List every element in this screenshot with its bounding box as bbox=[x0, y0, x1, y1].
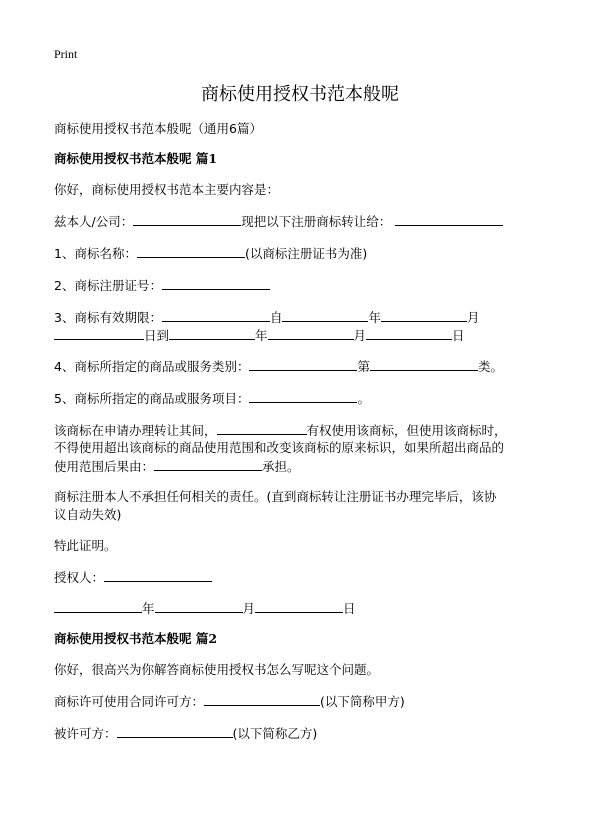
trademark-name-note: (以商标注册证书为准) bbox=[244, 246, 368, 261]
transfer-label: 现把以下注册商标转让给： bbox=[241, 214, 392, 229]
year-label: 年 bbox=[368, 310, 381, 325]
goods-items-line bbox=[54, 389, 370, 408]
licensor-line bbox=[54, 692, 405, 711]
blank-field bbox=[133, 212, 241, 226]
licensee-note: (以下简称乙方) bbox=[232, 726, 318, 741]
paragraph-text: 使用范围后果由： bbox=[54, 459, 155, 474]
grantor-label: 授权人： bbox=[54, 570, 105, 585]
paragraph-1-line-1 bbox=[54, 421, 507, 440]
licensee-line bbox=[54, 724, 317, 743]
blank-field bbox=[249, 357, 357, 371]
grantor-line bbox=[54, 568, 212, 587]
goods-items-label: 5、商标所指定的商品或服务项目： bbox=[54, 391, 250, 406]
trademark-name-line bbox=[54, 244, 367, 263]
print-label[interactable]: Print bbox=[54, 47, 78, 61]
blank-field bbox=[154, 457, 262, 471]
paragraph-text: 该商标在申请办理转让其间， bbox=[54, 423, 217, 438]
class-label: 类。 bbox=[477, 359, 503, 374]
validity-label: 3、商标有效期限： bbox=[54, 310, 162, 325]
party-label: 兹本人/公司： bbox=[54, 214, 134, 229]
licensee-label: 被许可方： bbox=[54, 726, 117, 741]
licensor-label: 商标许可使用合同许可方： bbox=[54, 694, 205, 709]
blank-field bbox=[117, 724, 233, 738]
registration-number-line bbox=[54, 276, 270, 295]
paragraph-2-line-2: 议自动失效) bbox=[54, 507, 122, 522]
blank-field bbox=[162, 276, 270, 290]
section1-greeting: 你好，商标使用授权书范本主要内容是： bbox=[54, 182, 280, 197]
paragraph-2-line-1: 商标注册本人不承担任何相关的责任。(直到商标转让注册证书办理完毕后，该协 bbox=[54, 489, 497, 504]
month-label: 月 bbox=[242, 601, 256, 616]
blank-field bbox=[282, 308, 368, 322]
goods-class-label: 4、商标所指定的商品或服务类别： bbox=[54, 359, 250, 374]
section2-heading: 商标使用授权书范本般呢 篇2 bbox=[54, 631, 218, 646]
blank-field bbox=[395, 212, 503, 226]
from-label: 自 bbox=[269, 310, 283, 325]
blank-field bbox=[381, 308, 467, 322]
date-line bbox=[54, 599, 356, 618]
year-label: 年 bbox=[142, 601, 155, 616]
validity-line-2 bbox=[54, 326, 465, 345]
blank-field bbox=[255, 599, 343, 613]
trademark-name-label: 1、商标名称： bbox=[54, 246, 137, 261]
blank-field bbox=[104, 568, 212, 582]
blank-field bbox=[249, 389, 357, 403]
registration-number-label: 2、商标注册证号： bbox=[54, 278, 162, 293]
section2-greeting: 你好，很高兴为你解答商标使用授权书怎么写呢这个问题。 bbox=[54, 662, 380, 677]
intro-line: 商标使用授权书范本般呢（通用6篇） bbox=[54, 121, 262, 136]
blank-field bbox=[268, 326, 354, 340]
party-line bbox=[54, 212, 503, 231]
blank-field bbox=[169, 326, 255, 340]
paragraph-1-line-2: 不得使用超出该商标的商品使用范围和改变该商标的原来标识，如果所超出商品的 bbox=[54, 440, 505, 455]
blank-field bbox=[155, 599, 243, 613]
page-title: 商标使用授权书范本般呢 bbox=[201, 84, 399, 105]
period-mark: 。 bbox=[357, 391, 370, 406]
blank-field bbox=[137, 244, 245, 258]
paragraph-text: 有权使用该商标，但使用该商标时， bbox=[306, 423, 507, 438]
blank-field bbox=[217, 421, 307, 435]
blank-field bbox=[54, 599, 142, 613]
certify-text: 特此证明。 bbox=[54, 538, 117, 553]
blank-field bbox=[370, 357, 478, 371]
blank-field bbox=[366, 326, 452, 340]
goods-class-line bbox=[54, 357, 503, 376]
paragraph-text: 承担。 bbox=[262, 459, 300, 474]
blank-field bbox=[204, 692, 320, 706]
validity-line bbox=[54, 308, 480, 327]
year-label: 年 bbox=[255, 328, 268, 343]
day-label: 日 bbox=[452, 328, 465, 343]
paragraph-1-line-3 bbox=[54, 457, 300, 476]
day-to-label: 日到 bbox=[144, 328, 170, 343]
blank-field bbox=[162, 308, 270, 322]
day-label: 日 bbox=[343, 601, 356, 616]
month-label: 月 bbox=[353, 328, 367, 343]
section1-heading: 商标使用授权书范本般呢 篇1 bbox=[54, 151, 218, 166]
blank-field bbox=[54, 326, 144, 340]
licensor-note: (以下简称甲方) bbox=[320, 694, 405, 709]
ordinal-label: 第 bbox=[357, 359, 370, 374]
month-label: 月 bbox=[467, 310, 480, 325]
